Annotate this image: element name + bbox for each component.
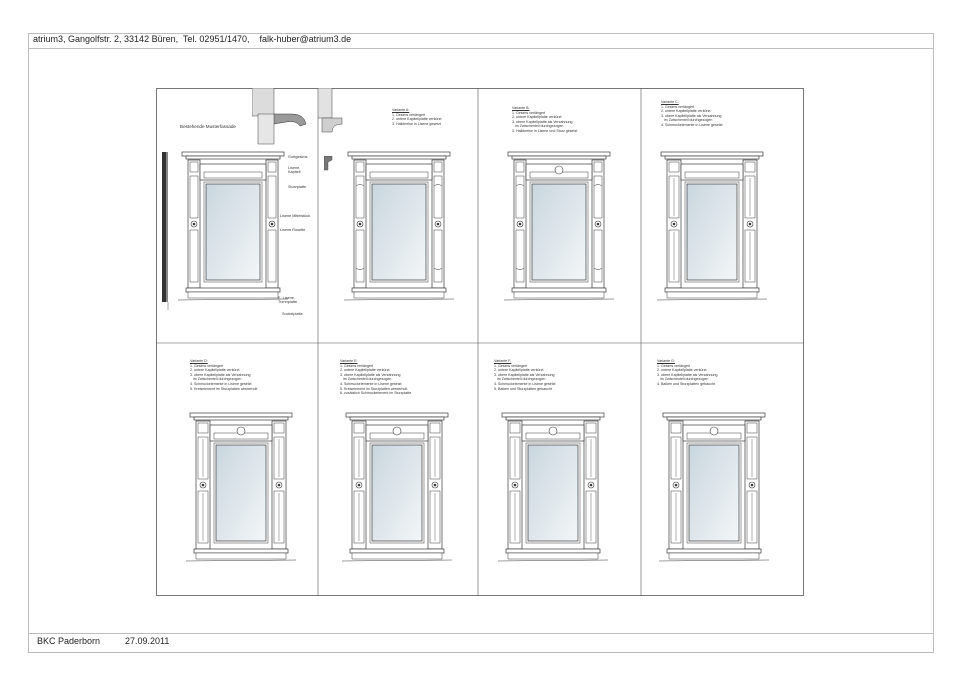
rosette-center [751, 484, 754, 487]
base-plate [188, 292, 278, 298]
rosette-center [673, 223, 676, 226]
pilaster-panel [356, 230, 364, 282]
cornice [663, 413, 765, 417]
glass-pane [532, 184, 586, 280]
base-plate [352, 553, 442, 559]
rosette-center [675, 484, 678, 487]
panel-title: Bestehende Musterfassade [180, 124, 236, 129]
rosette-center [590, 484, 593, 487]
base-plate [514, 292, 604, 298]
pilaster-panel [594, 230, 602, 282]
drawing-sheet [156, 88, 804, 596]
label-gurtgesims: Gurtgesims [288, 155, 308, 159]
label-sturzplatte: Sturzplatte [288, 185, 307, 189]
rosette-center [519, 223, 522, 226]
ground-line [186, 560, 296, 561]
plinth [512, 288, 606, 292]
capital [430, 423, 440, 433]
note-line: 4. Schmuckelemente in Lisene gesetzt [494, 381, 556, 386]
header-divider [28, 48, 934, 49]
note-line: 1. Gesims verlängert [512, 110, 546, 115]
capital [274, 423, 284, 433]
variant-title: Variante F: [494, 359, 512, 363]
ground-line [342, 560, 452, 561]
cornice [346, 413, 448, 417]
ground-line [498, 560, 608, 561]
pilaster-panel [516, 230, 524, 282]
variant-notes [494, 359, 556, 391]
base-plate [508, 553, 598, 559]
capital [354, 423, 364, 433]
note-line: 3. obere Kapitellplatte als Verzahnung [190, 372, 251, 377]
panel-variante-c [641, 88, 804, 343]
rosette-center [278, 484, 281, 487]
cornice-lower [186, 156, 280, 159]
note-line: 3. obere Kapitellplatte als Verzahnung [657, 372, 718, 377]
door-elevation [657, 150, 767, 312]
note-line: 2. untere Kapitellplatte verkürzt [657, 368, 707, 373]
note-line: 5. Kreiselement im Sturzplatten wiederholt [190, 386, 258, 391]
note-line: im Zwischenteil durchgezogen [512, 124, 564, 129]
door-elevation [659, 411, 769, 573]
lintel-panel [370, 172, 428, 178]
variant-notes [392, 108, 442, 126]
glass-pane [689, 445, 739, 541]
note-line: 3. obere Kapitellplatte als Verzahnung [340, 372, 401, 377]
variant-notes [340, 359, 411, 396]
rosette-center [597, 223, 600, 226]
rosette-center [271, 223, 274, 226]
capital [671, 423, 681, 433]
note-line: 2. untere Kapitellplatte verkürzt [512, 115, 562, 120]
note-line: 5. Kreiselement im Sturzplatten wiederholt [340, 386, 408, 391]
variant-notes [657, 359, 718, 387]
base-plate [669, 553, 759, 559]
capital [669, 162, 679, 172]
rosette-center [202, 484, 205, 487]
variant-title: Variante G: [657, 359, 675, 363]
variant-title: Variante A: [392, 108, 410, 112]
plinth [667, 549, 761, 553]
cornice-profile-detail [318, 88, 344, 138]
glass-pane [528, 445, 578, 541]
label-lisene-kapitell: Lisene, Kapitell [288, 166, 301, 174]
rosette-center [193, 223, 196, 226]
base-plate [196, 553, 286, 559]
variant-title: Variante C: [661, 100, 679, 104]
glass-pane [372, 184, 426, 280]
note-line: 5. Balken und Sturzplatten gebaucht [494, 386, 552, 391]
pilaster-panel [268, 230, 276, 282]
cornice-small-section [324, 156, 334, 176]
footer-date: 27.09.2011 [125, 636, 170, 646]
capital [586, 423, 596, 433]
pilaster-panel [594, 176, 602, 218]
variant-title: Variante D: [190, 359, 208, 363]
cornice-lower [667, 417, 761, 420]
base-plate [667, 292, 757, 298]
capital [510, 423, 520, 433]
note-line: 4. Schmuckelemente in Lisene gesetzt [340, 381, 402, 386]
cornice-lower [506, 417, 600, 420]
rosette-center [749, 223, 752, 226]
variant-title: Variante E: [340, 359, 358, 363]
ground-line [504, 299, 614, 300]
note-line: 1. Gesims verlängert [392, 112, 426, 117]
cornice-lower [194, 417, 288, 420]
side-section-detail [158, 152, 172, 312]
panel-variante-g [641, 343, 804, 596]
glass-pane [687, 184, 737, 280]
rosette-center [358, 484, 361, 487]
pilaster-panel [190, 230, 198, 282]
panel-variante-f [478, 343, 641, 596]
panel-existing-facade [156, 88, 318, 343]
pilaster-panel [516, 176, 524, 218]
pilaster-panel [356, 176, 364, 218]
note-line: 2. untere Kapitellplatte verkürzt [494, 368, 544, 373]
note-line: 2. untere Kapitellplatte verkürzt [340, 368, 390, 373]
panel-variante-b [478, 88, 641, 343]
plinth [350, 549, 444, 553]
note-line: im Zwischenteil durchgezogen [340, 377, 392, 382]
door-elevation [498, 411, 608, 573]
ground-line [659, 560, 769, 561]
lintel-circle [710, 427, 718, 435]
label-lisene-mittelstueck: Lisene Mittelstück [280, 214, 311, 218]
panel-variante-a [318, 88, 478, 343]
note-line: im Zwischenteil durchgezogen [661, 118, 713, 123]
note-line: 4. Balken und Sturzplatten gebaucht [657, 381, 715, 386]
plinth [352, 288, 446, 292]
lintel-circle [393, 427, 401, 435]
panel-variante-d [156, 343, 318, 596]
door-elevation [504, 150, 614, 312]
label-lisene-rosette: Lisene Rosette [280, 228, 306, 232]
plinth [665, 288, 759, 292]
capital [190, 162, 198, 172]
footer-divider [28, 633, 934, 634]
cornice-lower [665, 156, 759, 159]
door-elevation [344, 150, 454, 312]
label-lisene-trennplatte: E. Lisene, Trennplatte [278, 296, 298, 304]
panel-variante-e [318, 343, 478, 596]
note-line: 1. Gesims verlängert [340, 363, 374, 368]
note-line: im Zwischenteil durchgezogen [190, 377, 242, 382]
cornice [190, 413, 292, 417]
capital [434, 162, 442, 172]
lintel-panel [685, 172, 739, 178]
pilaster-panel [268, 176, 276, 218]
header-contact-line: atrium3, Gangolfstr. 2, 33142 Büren, Tel. 02951/1470, falk-huber@atrium3.de [33, 34, 352, 44]
glass-pane [216, 445, 266, 541]
variant-notes [661, 100, 723, 128]
capital [594, 162, 602, 172]
note-line: 1. Gesims verlängert [661, 104, 695, 109]
note-line: im Zwischenteil durchgezogen [494, 377, 546, 382]
note-line: im Zwischenteil durchgezogen [657, 377, 709, 382]
label-sockelplatte: Sockelplatte [282, 312, 303, 316]
note-line: 6. zusätzlich Schmuckelement im Sturzplatte [340, 391, 412, 396]
ground-line [344, 299, 454, 300]
lintel-circle [237, 427, 245, 435]
pilaster-panel [434, 176, 442, 218]
note-line: 2. untere Kapitellplatte verkürzt [661, 109, 711, 114]
ground-line [178, 299, 288, 300]
note-line: 1. Gesims verlängert [190, 363, 224, 368]
cornice [502, 413, 604, 417]
door-elevation [342, 411, 452, 573]
cornice [182, 152, 284, 156]
base-plate [354, 292, 444, 298]
note-line: 4. Schmuckelemente in Lisene gesetzt [661, 122, 723, 127]
cornice [508, 152, 610, 156]
rosette-center [437, 223, 440, 226]
cornice-lower [352, 156, 446, 159]
door-elevation [178, 150, 288, 312]
lintel-circle [549, 427, 557, 435]
lintel-circle [555, 166, 563, 174]
pilaster-panel [434, 230, 442, 282]
ground-line [657, 299, 767, 300]
footer-company: BKC Paderborn [37, 636, 101, 646]
capital [268, 162, 276, 172]
door-elevation [186, 411, 296, 573]
capital [198, 423, 208, 433]
pilaster-panel [190, 176, 198, 218]
note-line: 2. untere Kapitellplatte verkürzt [190, 368, 240, 373]
cornice-profile-section [274, 110, 314, 132]
note-line: 3. obere Kapitellplatte als Verzahnung [512, 119, 573, 124]
cornice [661, 152, 763, 156]
variant-notes [512, 106, 577, 134]
variant-notes [190, 359, 257, 391]
capital [356, 162, 364, 172]
cornice-lower [512, 156, 606, 159]
plinth [186, 288, 280, 292]
cornice [348, 152, 450, 156]
capital [747, 423, 757, 433]
note-line: 4. Schmuckelemente in Lisene gesetzt [190, 381, 252, 386]
note-line: 2. untere Kapitellplatte verkürzt [392, 117, 442, 122]
note-line: 3. obere Kapitellplatte als Verzahnung [494, 372, 555, 377]
note-line: 3. Halbkreise in Lisene und Sturz gesetzt [512, 128, 578, 133]
variant-title: Variante B: [512, 106, 530, 110]
note-line: 1. Gesims verlängert [657, 363, 691, 368]
note-line: 3. Halbkreise in Lisene gesetzt [392, 121, 441, 126]
rosette-center [434, 484, 437, 487]
plinth [194, 549, 288, 553]
rosette-center [359, 223, 362, 226]
glass-pane [206, 184, 260, 280]
note-line: 1. Gesims verlängert [494, 363, 528, 368]
cornice-lower [350, 417, 444, 420]
capital [516, 162, 524, 172]
lintel-panel [204, 172, 262, 178]
rosette-center [514, 484, 517, 487]
capital [745, 162, 755, 172]
plinth [506, 549, 600, 553]
note-line: 3. obere Kapitellplatte als Verzahnung [661, 113, 722, 118]
glass-pane [372, 445, 422, 541]
